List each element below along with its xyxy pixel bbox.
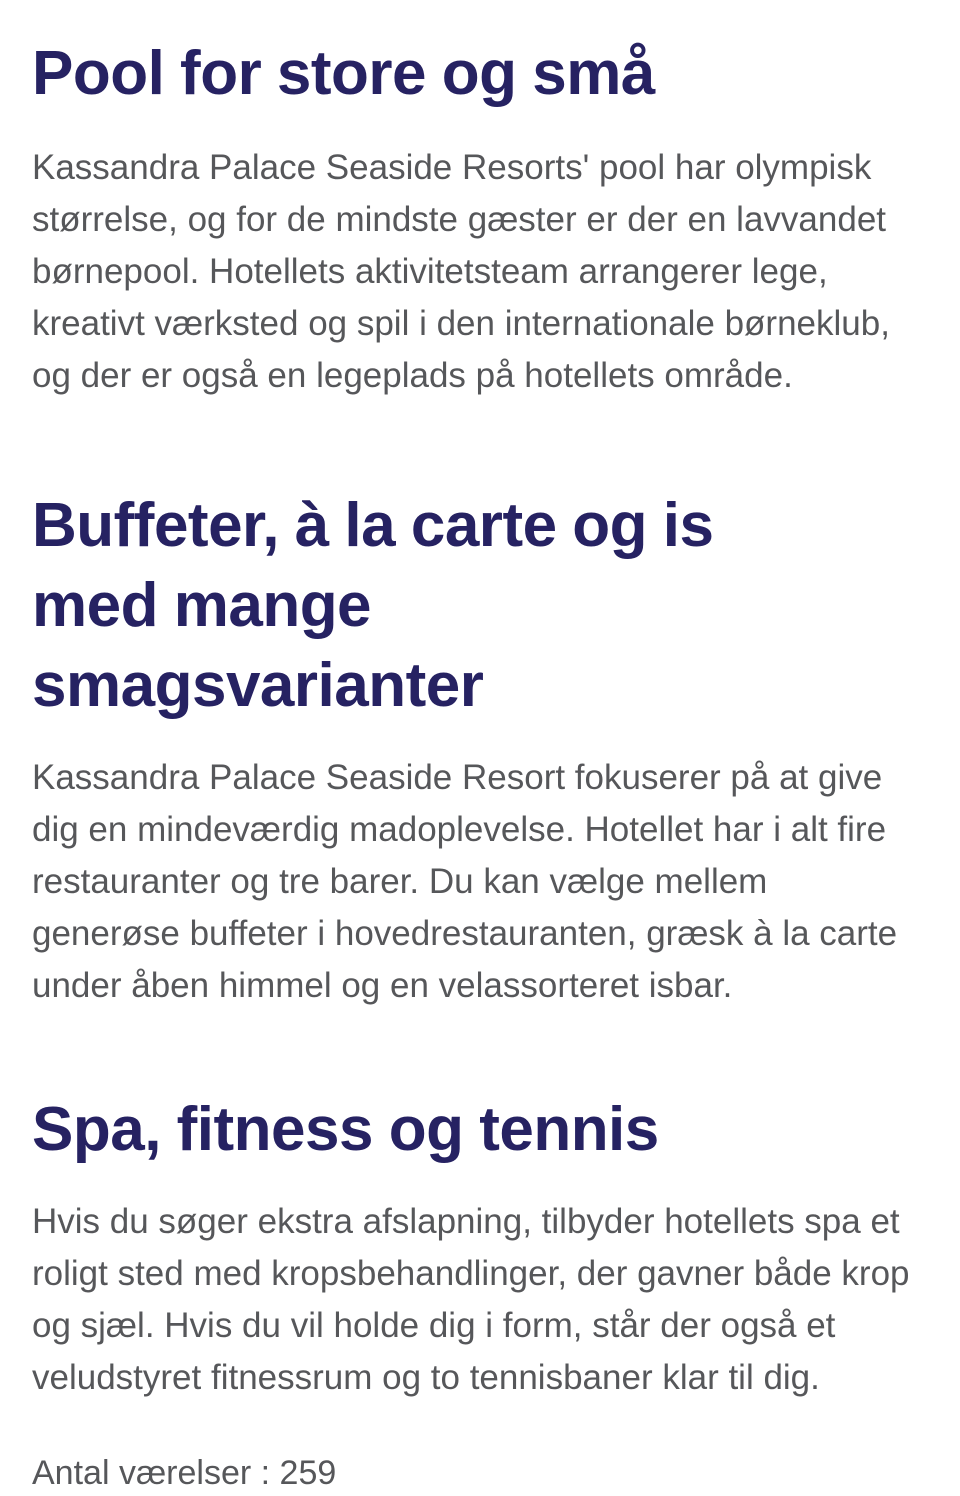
section-paragraph-dining: Kassandra Palace Seaside Resort fokuserer på at give dig en mindeværdig madoplevelse. Hotellet har i alt fire restauranter og tre barer. Du kan vælge mellem generøse buffeter i hovedrestauranten, græsk à la carte under åben himmel og en velassorteret isbar. bbox=[32, 758, 898, 1005]
fact-number-of-rooms: Antal værelser : 259 bbox=[32, 1454, 337, 1492]
section-paragraph-pool: Kassandra Palace Seaside Resorts' pool har olympisk størrelse, og for de mindste gæster er der en lavvandet børnepool. Hotellets aktivitetsteam arrangerer lege, kreativt værksted og spil i den internationale børneklub, og der er også en legeplads på hotellets område. bbox=[32, 148, 890, 395]
article-content bbox=[32, 0, 912, 1496]
section-pool bbox=[32, 0, 912, 402]
section-heading-dining: Buffeter, à la carte og is med mange smagsvarianter bbox=[32, 491, 714, 720]
section-heading-pool: Pool for store og små bbox=[32, 39, 655, 108]
section-paragraph-spa-fitness-tennis: Hvis du søger ekstra afslapning, tilbyder hotellets spa et roligt sted med kropsbehandlinger, der gavner både krop og sjæl. Hvis du vil holde dig i form, står der også et veludstyret fitnessrum og to tennisbaner klar til dig. bbox=[32, 1202, 910, 1397]
section-dining bbox=[32, 402, 912, 1012]
section-heading-spa-fitness-tennis: Spa, fitness og tennis bbox=[32, 1095, 659, 1164]
section-spa-fitness-tennis bbox=[32, 1012, 912, 1404]
